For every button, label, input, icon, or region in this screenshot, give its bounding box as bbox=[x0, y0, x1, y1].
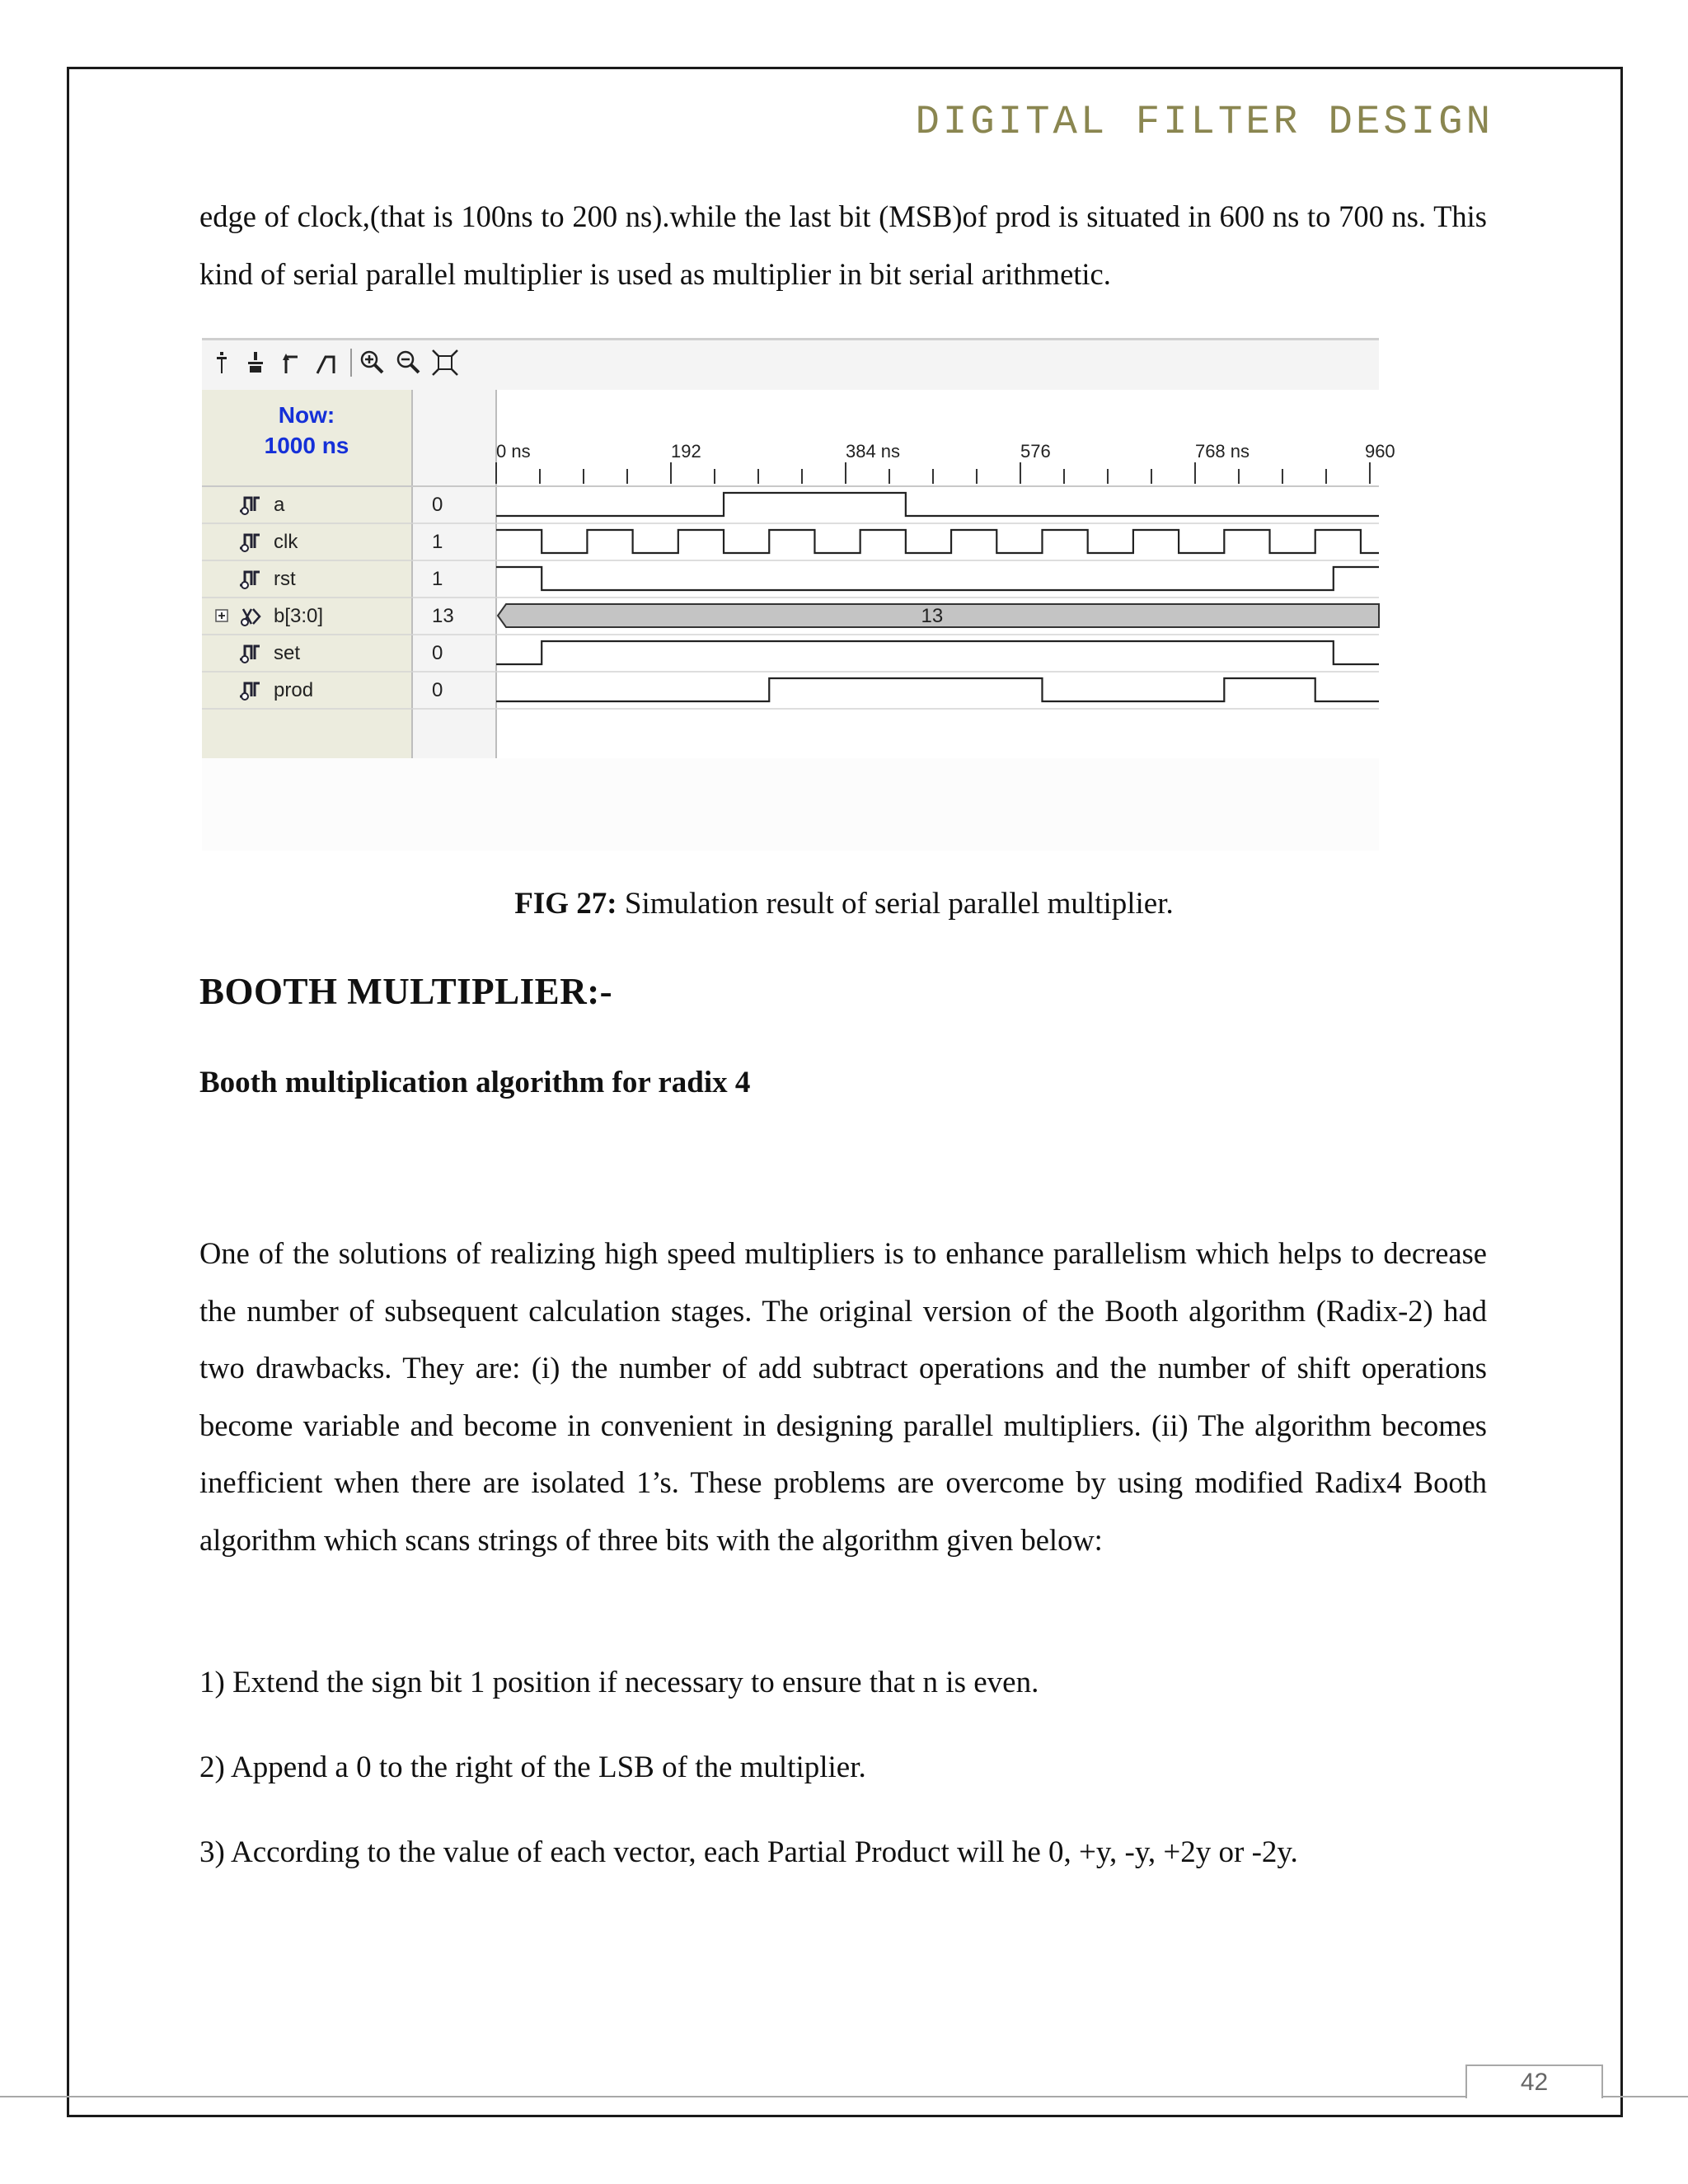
main-paragraph: One of the solutions of realizing high speed multipliers is to enhance parallelism which helps to decrease the number of subsequent calculation stages. The original version of the Booth algorithm (Radix-2) had two drawbacks. They are: (i) the number of add subtract operations and the number of shift operations become variable and become in convenient in designing parallel multipliers. (ii) The algorithm becomes inefficient when there are isolated 1’s. These problems are overcome by using modified Radix4 Booth algorithm which scans strings of three bits with the algorithm given below: bbox=[199, 1236, 1487, 1557]
signal-name: prod bbox=[274, 679, 314, 701]
toolbar-divider bbox=[350, 349, 352, 377]
section-heading: BOOTH MULTIPLIER:- bbox=[199, 971, 613, 1012]
signal-name: rst bbox=[274, 568, 296, 590]
signal-name: a bbox=[274, 494, 285, 516]
marker-tool-icon[interactable] bbox=[248, 352, 263, 373]
signal-name: b[3:0] bbox=[274, 605, 324, 627]
signal-value: 1 bbox=[432, 568, 443, 590]
waveform-canvas bbox=[202, 340, 1395, 761]
waveform-figure bbox=[202, 338, 1395, 761]
time-tick-label: 0 ns bbox=[496, 441, 531, 462]
time-tick-label: 960 bbox=[1364, 441, 1395, 462]
now-label: Now: bbox=[278, 402, 335, 428]
signal-value: 13 bbox=[432, 605, 454, 627]
step-item: 1) Extend the sign bit 1 position if necessary to ensure that n is even. bbox=[199, 1666, 1039, 1699]
time-tick-label: 576 bbox=[1020, 441, 1051, 462]
previous-transition-icon[interactable] bbox=[283, 354, 298, 373]
figure-padding bbox=[202, 758, 1379, 851]
caption-label: FIG 27: bbox=[514, 887, 617, 921]
now-value: 1000 ns bbox=[264, 433, 349, 458]
signal-name: clk bbox=[274, 531, 298, 553]
cursor-tool-icon[interactable] bbox=[217, 352, 227, 373]
toolbar bbox=[217, 349, 457, 377]
expand-icon[interactable] bbox=[216, 610, 227, 621]
zoom-fit-icon[interactable] bbox=[433, 350, 457, 375]
zoom-out-icon[interactable] bbox=[398, 352, 419, 373]
signal-value-pane bbox=[412, 390, 496, 761]
running-header: DIGITAL FILTER DESIGN bbox=[915, 99, 1493, 145]
intro-paragraph: edge of clock,(that is 100ns to 200 ns).while the last bit (MSB)of prod is situated in 600 ns to 700 ns. This kind of serial parallel multiplier is used as multiplier in bit serial arithmetic. bbox=[199, 199, 1487, 291]
page-number: 42 bbox=[1465, 2064, 1603, 2098]
time-tick-label: 192 bbox=[670, 441, 701, 462]
time-tick-label: 768 ns bbox=[1194, 441, 1250, 462]
signal-value: 0 bbox=[432, 642, 443, 664]
step-item: 3) According to the value of each vector, each Partial Product will he 0, +y, -y, +2y or -2y. bbox=[199, 1835, 1298, 1869]
bus-value: 13 bbox=[921, 605, 944, 627]
subsection-heading: Booth multiplication algorithm for radix 4 bbox=[199, 1066, 751, 1099]
figure-caption bbox=[0, 886, 1688, 921]
step-item: 2) Append a 0 to the right of the LSB of the multiplier. bbox=[199, 1750, 866, 1784]
signal-value: 0 bbox=[432, 494, 443, 516]
signal-value: 1 bbox=[432, 531, 443, 553]
next-transition-icon[interactable] bbox=[317, 357, 334, 373]
caption-text: Simulation result of serial parallel multiplier. bbox=[617, 887, 1174, 921]
signal-value: 0 bbox=[432, 679, 443, 701]
time-tick-label: 384 ns bbox=[845, 441, 901, 462]
footer-rule bbox=[0, 2096, 1688, 2097]
zoom-in-icon[interactable] bbox=[362, 352, 382, 373]
signal-name: set bbox=[274, 642, 301, 664]
